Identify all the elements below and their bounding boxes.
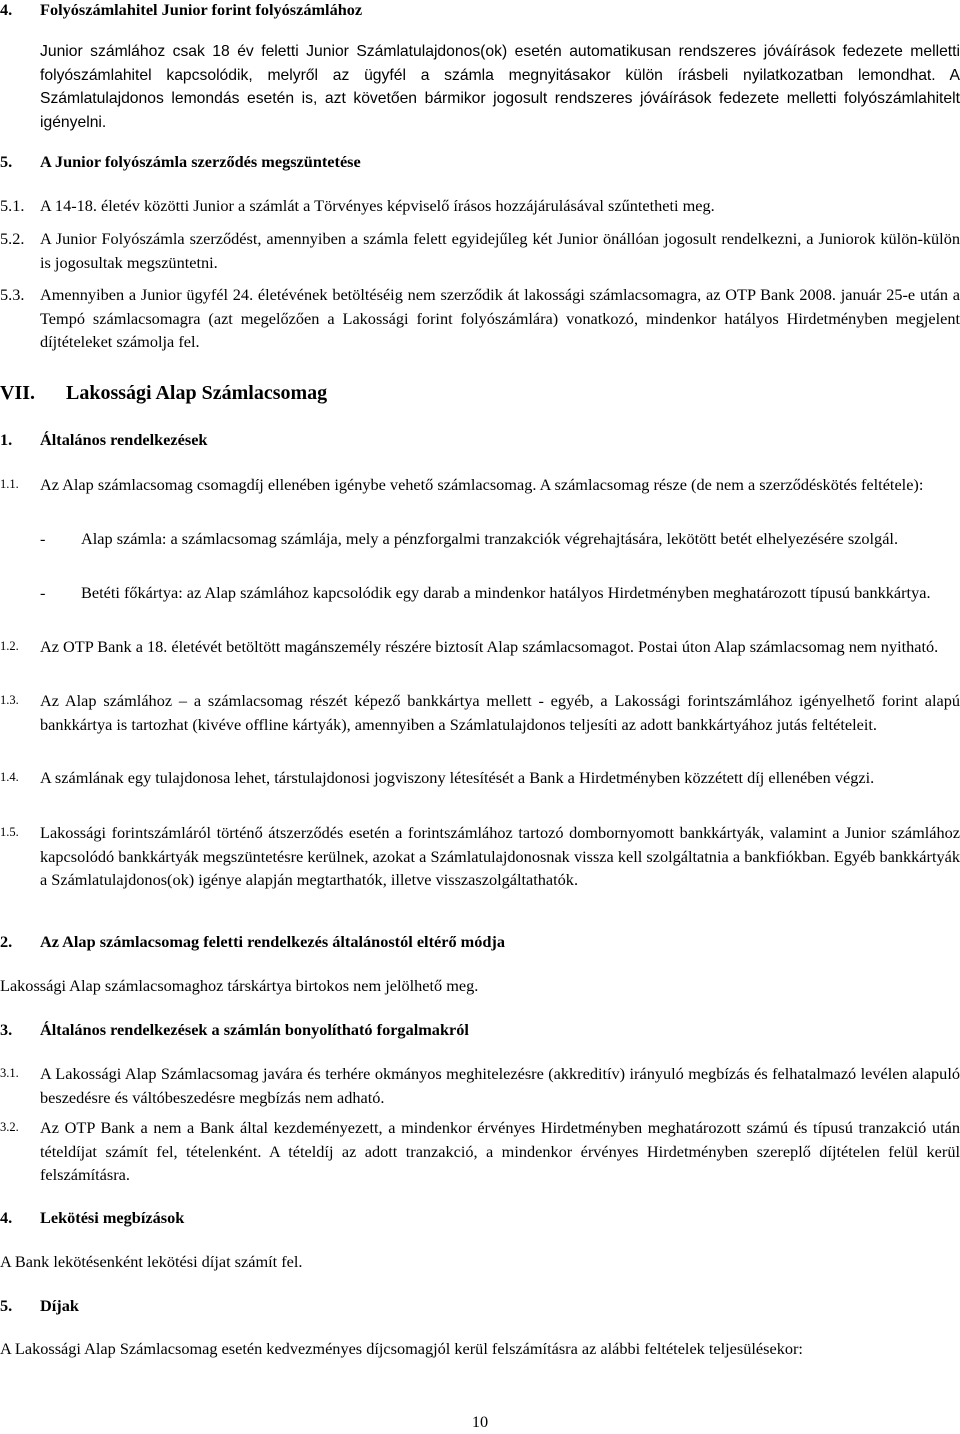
section-title: Általános rendelkezések a számlán bonyolítható forgalmakról [40, 1020, 469, 1039]
bullet-dash: - [40, 529, 46, 548]
subsection-3-heading [0, 1018, 960, 1042]
clause-text: A Lakossági Alap Számlacsomag javára és terhére okmányos meghitelezésre (akkreditív) irányuló megbízás és felhatalmazó levélen alapuló beszedésre és váltóbeszedésre megbízás nem adható. [40, 1064, 960, 1107]
clause-text: Az OTP Bank a nem a Bank által kezdeményezett, a mindenkor érvényes Hirdetményben meghatározott számú és típusú tranzakció után tételdíjat számít fel, tételenként. A tételdíj az adott tranzakció, a mindenkor érvényes Hirdetményben szereplő díjtételen felül kerül felszámításra. [40, 1118, 960, 1184]
section-number: 3. [0, 1020, 13, 1039]
clause-text: A 14-18. életév közötti Junior a számlát a Törvényes képviselő írásos hozzájárulásával szűntetheti meg. [40, 196, 715, 215]
clause-text: Amennyiben a Junior ügyfél 24. életévének betöltéséig nem szerződik át lakossági számlacsomagra, az OTP Bank 2008. január 25-e után a Tempó számlacsomagra (azt megelőzően a Lakossági forint folyószámlára) vonatkozó, mindenkor hatályos Hirdetményben megjelent díjtételeket számolja fel. [40, 285, 960, 351]
section-number: 5. [0, 152, 13, 171]
clause-text: A Junior Folyószámla szerződést, amennyiben a számla felett egyidejűleg két Junior önállóan jogosult rendelkezni, a Juniorok külön-külön is jogosultak megszüntetni. [40, 229, 960, 272]
section-title: A Junior folyószámla szerződés megszüntetése [40, 152, 361, 171]
clause-number: 5.2. [0, 229, 25, 248]
section-title: Az Alap számlacsomag feletti rendelkezés általánostól eltérő módja [40, 932, 505, 951]
clause-5-1 [0, 194, 960, 218]
chapter-title: Lakossági Alap Számlacsomag [66, 382, 328, 404]
clause-number: 3.2. [0, 1120, 19, 1134]
clause-number: 1.5. [0, 825, 19, 839]
clause-3-2 [0, 1116, 960, 1187]
clause-1-3 [0, 689, 960, 736]
bullet-text: Alap számla: a számlacsomag számlája, mely a pénzforgalmi tranzakciók végrehajtására, lekötött betét elhelyezésére szolgál. [81, 529, 899, 548]
subsection-4-paragraph: A Bank lekötésenként lekötési díjat számít fel. [0, 1252, 303, 1271]
section-5-heading [0, 150, 960, 174]
section-number: 2. [0, 932, 13, 951]
clause-number: 5.1. [0, 196, 25, 215]
clause-text: Az OTP Bank a 18. életévét betöltött magánszemély részére biztosít Alap számlacsomagot. Postai úton Alap számlacsomag nem nyitható. [40, 637, 939, 656]
clause-5-3 [0, 283, 960, 354]
bullet-dash: - [40, 583, 46, 602]
bullet-item [40, 527, 960, 551]
clause-text: Lakossági forintszámláról történő átszerződés esetén a forintszámlához tartozó dombornyomott bankkártyák, valamint a Junior számlához kapcsolódó bankkártyák megszüntetésre kerülnek, azokat a Számlatulajdonosnak vissza kell szolgáltatnia a bankfiókban. Egyéb bankkártyák a Számlatulajdonos(ok) igénye alapján megtarthatók, illetve visszaszolgáltathatók. [40, 823, 960, 889]
section-title: Folyószámlahitel Junior forint folyószámlához [40, 0, 363, 19]
clause-number: 1.3. [0, 693, 19, 707]
bullet-text: Betéti főkártya: az Alap számlához kapcsolódik egy darab a mindenkor hatályos Hirdetményben meghatározott típusú bankkártya. [81, 583, 931, 602]
chapter-vii-heading [0, 382, 960, 406]
clause-number: 1.1. [0, 477, 19, 491]
clause-1-1 [0, 473, 960, 497]
subsection-5-paragraph: A Lakossági Alap Számlacsomag esetén kedvezményes díjcsomagjól kerül felszámításra az alábbi feltételek teljesülésekor: [0, 1339, 803, 1358]
section-number: 5. [0, 1296, 13, 1315]
clause-1-4 [0, 766, 960, 790]
section-title: Általános rendelkezések [40, 430, 208, 449]
clause-text: Az Alap számlához – a számlacsomag részét képező bankkártya mellett - egyéb, a Lakossági forintszámlához igényelhető forint alapú bankkártya is tartozhat (kivéve offline kártyák), amennyiben a Számlatulajdonos teljesíti az adott bankkártyához jutás feltételeit. [40, 691, 960, 734]
clause-number: 1.2. [0, 639, 19, 653]
subsection-2-paragraph: Lakossági Alap számlacsomaghoz társkártya birtokos nem jelölhető meg. [0, 976, 479, 995]
page-number: 10 [471, 1412, 489, 1431]
section-title: Lekötési megbízások [40, 1208, 185, 1227]
clause-1-2 [0, 635, 960, 659]
section-number: 1. [0, 430, 13, 449]
section-number: 4. [0, 1208, 13, 1227]
subsection-5-heading [0, 1294, 960, 1318]
section-4-paragraph: Junior számlához csak 18 év feletti Junior Számlatulajdonos(ok) esetén automatikusan rendszeres jóváírások fedezete melletti folyószámlahitel kapcsolódik, melyről az ügyfél a számla megnyitásakor külön írásbeli nyilatkozatban lemondhat. A Számlatulajdonos lemondás esetén is, azt követően bármikor jogosult rendszeres jóváírások fedezete melletti folyószámlahitelt igényelni. [40, 43, 960, 131]
clause-number: 3.1. [0, 1066, 19, 1080]
subsection-4-heading [0, 1206, 960, 1230]
subsection-2-heading [0, 930, 960, 954]
clause-text: A számlának egy tulajdonosa lehet, társtulajdonosi jogviszony létesítését a Bank a Hirdetményben közzétett díj ellenében végzi. [40, 768, 875, 787]
section-4-heading [0, 0, 960, 22]
clause-1-5 [0, 821, 960, 892]
clause-5-2 [0, 227, 960, 274]
chapter-number: VII. [0, 382, 36, 404]
section-number: 4. [0, 0, 13, 19]
section-title: Díjak [40, 1296, 79, 1315]
subsection-1-heading [0, 428, 960, 452]
clause-number: 5.3. [0, 285, 25, 304]
clause-number: 1.4. [0, 770, 19, 784]
bullet-item [40, 581, 960, 605]
clause-text: Az Alap számlacsomag csomagdíj ellenében igénybe vehető számlacsomag. A számlacsomag része (de nem a szerződéskötés feltétele): [40, 475, 924, 494]
clause-3-1 [0, 1062, 960, 1109]
